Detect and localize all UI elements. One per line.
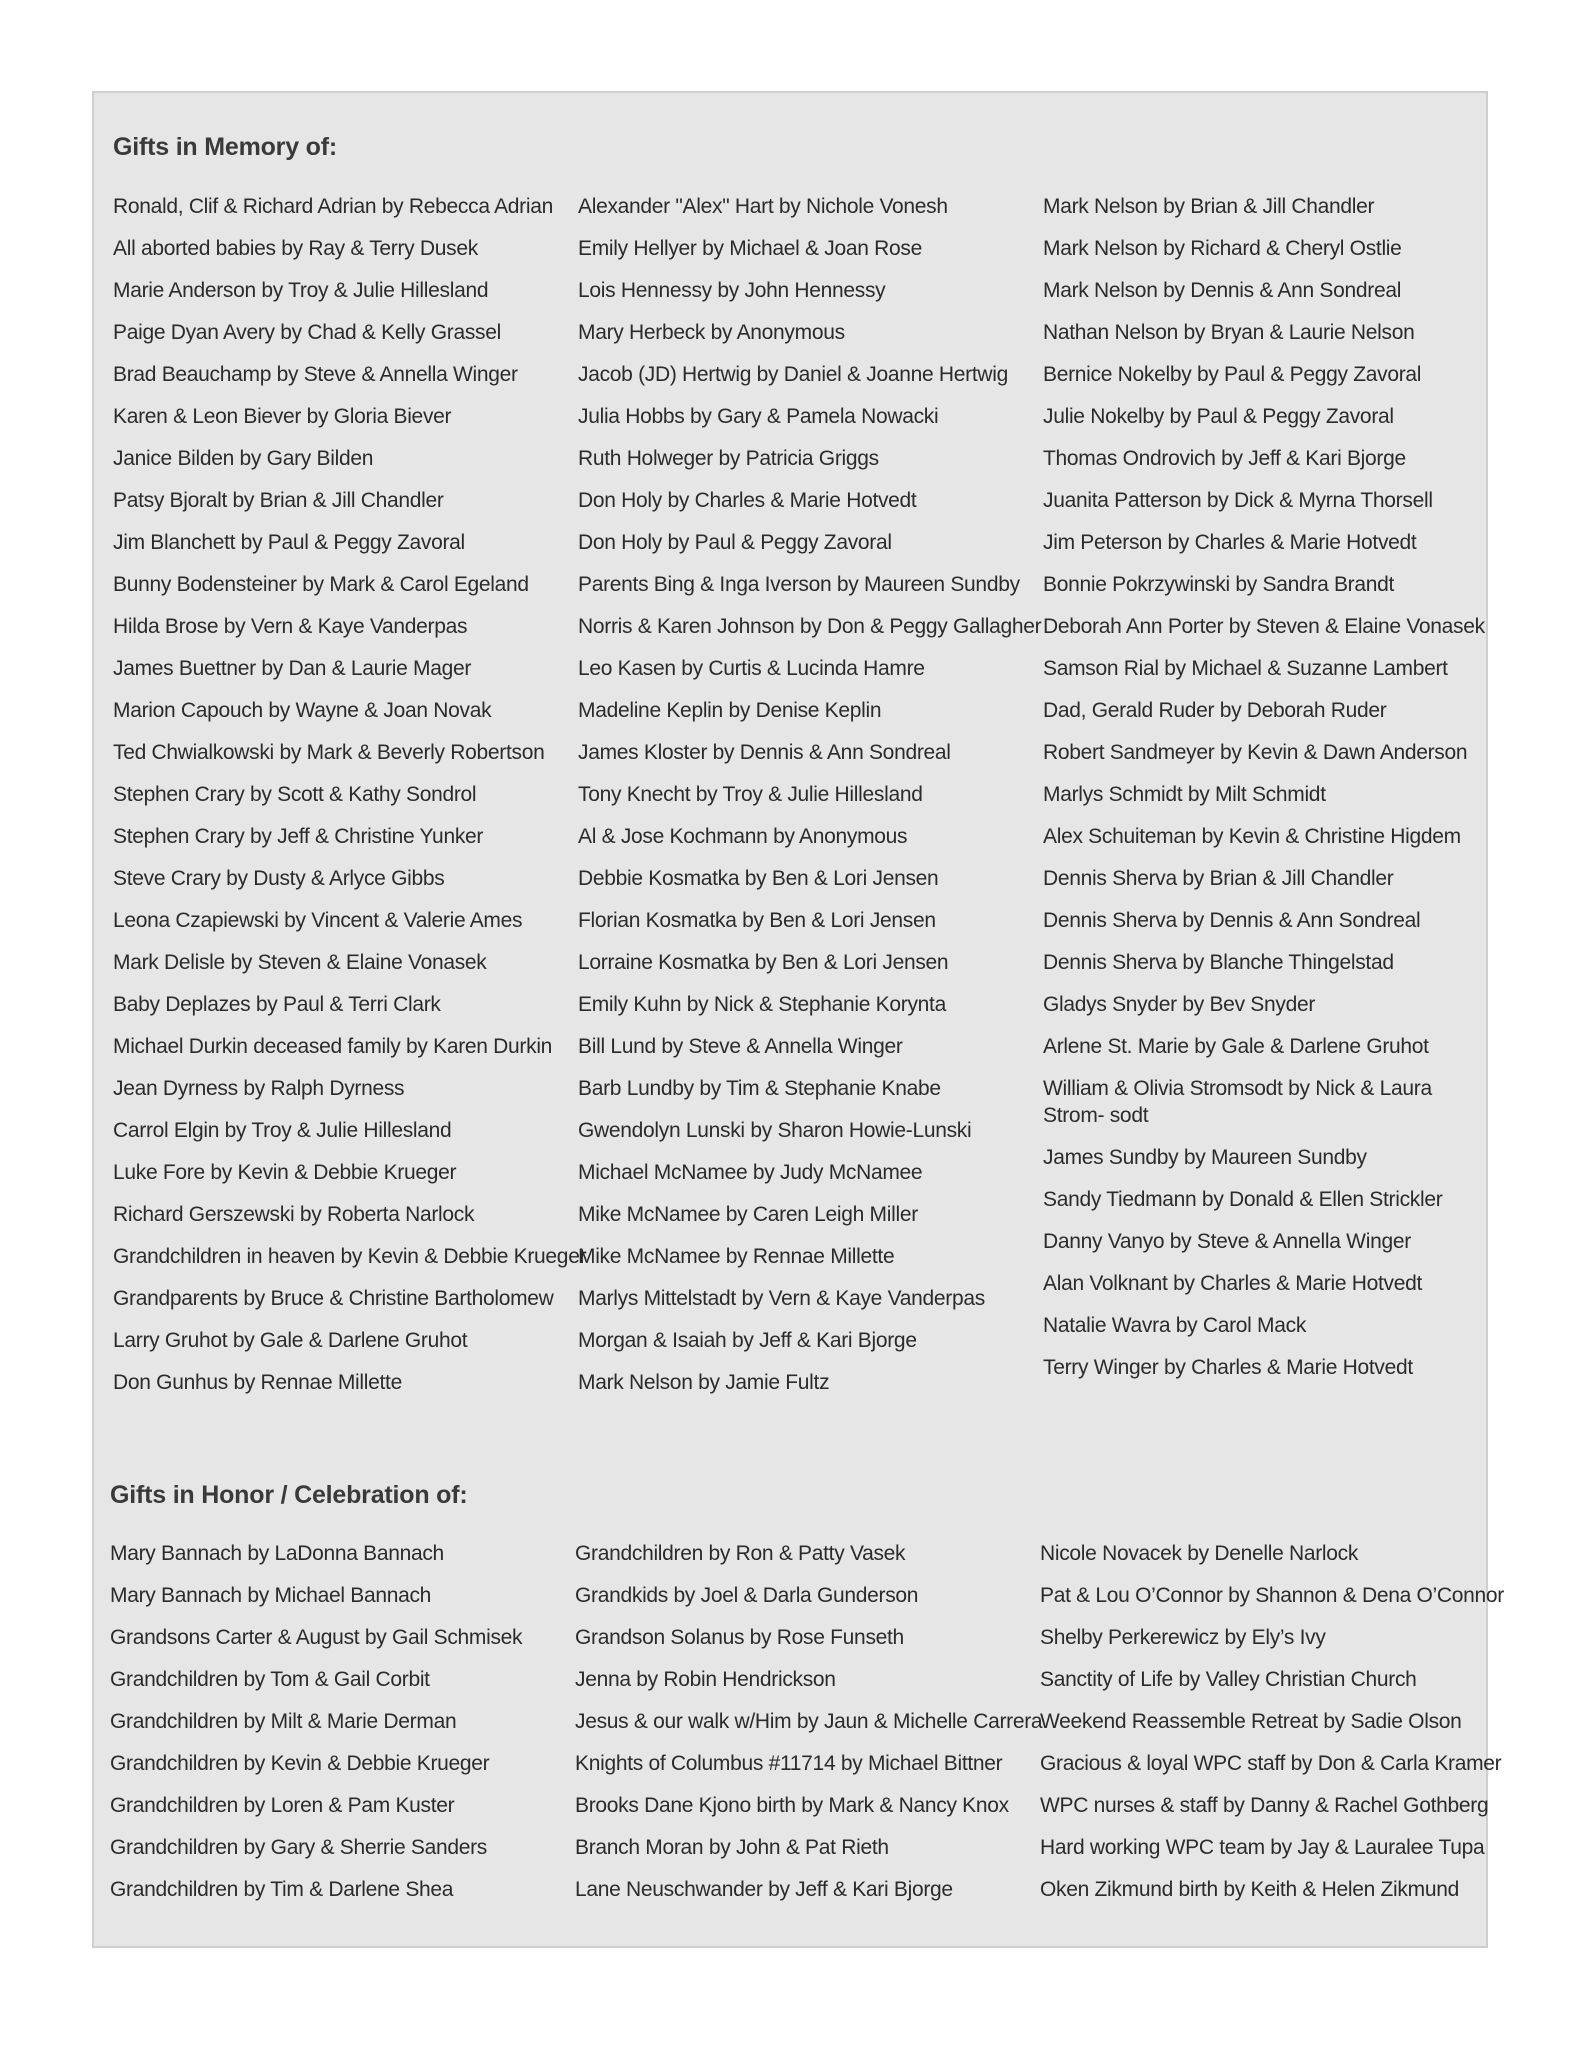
- donor-entry: Juanita Patterson by Dick & Myrna Thorsell: [1043, 489, 1433, 512]
- donor-entry: Jenna by Robin Hendrickson: [575, 1668, 836, 1691]
- donor-entry: Knights of Columbus #11714 by Michael Bittner: [575, 1752, 1003, 1775]
- donor-entry: Grandchildren by Tim & Darlene Shea: [110, 1878, 454, 1901]
- donor-entry: Jean Dyrness by Ralph Dyrness: [113, 1077, 405, 1100]
- donor-entry: Oken Zikmund birth by Keith & Helen Zikmund: [1040, 1878, 1459, 1901]
- donor-entry: Baby Deplazes by Paul & Terri Clark: [113, 993, 441, 1016]
- donor-entry: Carrol Elgin by Troy & Julie Hillesland: [113, 1119, 452, 1142]
- donor-entry: Weekend Reassemble Retreat by Sadie Olson: [1040, 1710, 1462, 1733]
- donor-entry: Marlys Mittelstadt by Vern & Kaye Vanderpas: [578, 1287, 985, 1310]
- donor-entry: Sanctity of Life by Valley Christian Church: [1040, 1668, 1417, 1691]
- donor-entry: Florian Kosmatka by Ben & Lori Jensen: [578, 909, 936, 932]
- donor-entry: Alexander "Alex" Hart by Nichole Vonesh: [578, 195, 948, 218]
- donor-entry: Samson Rial by Michael & Suzanne Lambert: [1043, 657, 1448, 680]
- donor-entry: Al & Jose Kochmann by Anonymous: [578, 825, 908, 848]
- donor-entry: Branch Moran by John & Pat Rieth: [575, 1836, 889, 1859]
- donor-entry: Mark Nelson by Jamie Fultz: [578, 1371, 830, 1394]
- donor-entry: Janice Bilden by Gary Bilden: [113, 447, 374, 470]
- donor-entry: All aborted babies by Ray & Terry Dusek: [113, 237, 478, 260]
- donor-entry: Sandy Tiedmann by Donald & Ellen Strickler: [1043, 1188, 1443, 1211]
- donor-entry: Hilda Brose by Vern & Kaye Vanderpas: [113, 615, 468, 638]
- donor-entry: Patsy Bjoralt by Brian & Jill Chandler: [113, 489, 444, 512]
- donor-entry: Grandsons Carter & August by Gail Schmisek: [110, 1626, 523, 1649]
- donor-entry: Luke Fore by Kevin & Debbie Krueger: [113, 1161, 457, 1184]
- donor-entry: Danny Vanyo by Steve & Annella Winger: [1043, 1230, 1411, 1253]
- donor-entry: Pat & Lou O’Connor by Shannon & Dena O’Connor: [1040, 1584, 1504, 1607]
- donor-entry: Larry Gruhot by Gale & Darlene Gruhot: [113, 1329, 468, 1352]
- donor-entry: Barb Lundby by Tim & Stephanie Knabe: [578, 1077, 941, 1100]
- donor-entry: Grandkids by Joel & Darla Gunderson: [575, 1584, 919, 1607]
- donor-entry: Julia Hobbs by Gary & Pamela Nowacki: [578, 405, 939, 428]
- donor-entry: Ronald, Clif & Richard Adrian by Rebecca Adrian: [113, 195, 553, 218]
- donor-entry: Leo Kasen by Curtis & Lucinda Hamre: [578, 657, 925, 680]
- donor-entry: Thomas Ondrovich by Jeff & Kari Bjorge: [1043, 447, 1406, 470]
- donor-entry: Arlene St. Marie by Gale & Darlene Gruhot: [1043, 1035, 1429, 1058]
- donor-entry: Natalie Wavra by Carol Mack: [1043, 1314, 1307, 1337]
- honor-column-3: [1040, 1540, 1504, 1918]
- honor-column-2: [575, 1540, 1043, 1918]
- donor-entry: James Buettner by Dan & Laurie Mager: [113, 657, 472, 680]
- donor-entry: Grandchildren by Milt & Marie Derman: [110, 1710, 457, 1733]
- donor-entry: Grandchildren in heaven by Kevin & Debbie Krueger: [113, 1245, 587, 1268]
- donor-entry: Ted Chwialkowski by Mark & Beverly Robertson: [113, 741, 545, 764]
- donor-entry: Bill Lund by Steve & Annella Winger: [578, 1035, 903, 1058]
- memory-section-title: Gifts in Memory of:: [113, 133, 337, 161]
- donor-entry: Michael McNamee by Judy McNamee: [578, 1161, 923, 1184]
- memory-column-2: [578, 193, 1042, 1411]
- donor-entry: Grandchildren by Gary & Sherrie Sanders: [110, 1836, 487, 1859]
- honor-column-1: [110, 1540, 565, 1918]
- donor-entry: Mark Delisle by Steven & Elaine Vonasek: [113, 951, 487, 974]
- donor-entry: Grandchildren by Tom & Gail Corbit: [110, 1668, 430, 1691]
- donor-entry: Brooks Dane Kjono birth by Mark & Nancy Knox: [575, 1794, 1009, 1817]
- donor-entry: Shelby Perkerewicz by Ely’s Ivy: [1040, 1626, 1326, 1649]
- donor-entry: Karen & Leon Biever by Gloria Biever: [113, 405, 452, 428]
- memory-column-3: [1043, 193, 1498, 1396]
- donor-entry: Bernice Nokelby by Paul & Peggy Zavoral: [1043, 363, 1422, 386]
- donor-entry: Dennis Sherva by Blanche Thingelstad: [1043, 951, 1394, 974]
- donor-entry: Morgan & Isaiah by Jeff & Kari Bjorge: [578, 1329, 917, 1352]
- donor-entry: James Sundby by Maureen Sundby: [1043, 1146, 1367, 1169]
- donor-entry: Jacob (JD) Hertwig by Daniel & Joanne Hertwig: [578, 363, 1009, 386]
- donor-entry: Grandchildren by Kevin & Debbie Krueger: [110, 1752, 490, 1775]
- donor-entry: Grandson Solanus by Rose Funseth: [575, 1626, 904, 1649]
- donor-entry: Leona Czapiewski by Vincent & Valerie Ames: [113, 909, 523, 932]
- donor-entry: Mark Nelson by Dennis & Ann Sondreal: [1043, 279, 1402, 302]
- donor-entry: Mary Bannach by LaDonna Bannach: [110, 1542, 444, 1565]
- memory-column-1: [113, 193, 587, 1411]
- donor-entry: Terry Winger by Charles & Marie Hotvedt: [1043, 1356, 1413, 1379]
- donor-entry: Alan Volknant by Charles & Marie Hotvedt: [1043, 1272, 1423, 1295]
- donor-entry: Robert Sandmeyer by Kevin & Dawn Anderson: [1043, 741, 1468, 764]
- donor-entry: Jim Peterson by Charles & Marie Hotvedt: [1043, 531, 1417, 554]
- donor-entry: Grandchildren by Loren & Pam Kuster: [110, 1794, 455, 1817]
- donor-entry: Mark Nelson by Brian & Jill Chandler: [1043, 195, 1375, 218]
- donor-entry: Mark Nelson by Richard & Cheryl Ostlie: [1043, 237, 1402, 260]
- donor-entry: Jim Blanchett by Paul & Peggy Zavoral: [113, 531, 465, 554]
- donor-entry: Madeline Keplin by Denise Keplin: [578, 699, 882, 722]
- donor-entry: Deborah Ann Porter by Steven & Elaine Vonasek: [1043, 615, 1485, 638]
- donor-entry: Don Gunhus by Rennae Millette: [113, 1371, 402, 1394]
- donor-entry: Norris & Karen Johnson by Don & Peggy Gallagher: [578, 615, 1042, 638]
- donor-entry: Dennis Sherva by Dennis & Ann Sondreal: [1043, 909, 1421, 932]
- donor-entry: Debbie Kosmatka by Ben & Lori Jensen: [578, 867, 939, 890]
- donor-entry: Grandparents by Bruce & Christine Bartholomew: [113, 1287, 554, 1310]
- honor-section-title: Gifts in Honor / Celebration of:: [110, 1481, 468, 1509]
- donor-entry: Brad Beauchamp by Steve & Annella Winger: [113, 363, 518, 386]
- donor-entry: Stephen Crary by Jeff & Christine Yunker: [113, 825, 484, 848]
- donor-entry: Alex Schuiteman by Kevin & Christine Higdem: [1043, 825, 1461, 848]
- donor-entry: Steve Crary by Dusty & Arlyce Gibbs: [113, 867, 445, 890]
- donor-entry: Lane Neuschwander by Jeff & Kari Bjorge: [575, 1878, 953, 1901]
- donor-entry: Richard Gerszewski by Roberta Narlock: [113, 1203, 475, 1226]
- donor-entry: Hard working WPC team by Jay & Lauralee Tupa: [1040, 1836, 1485, 1859]
- donor-entry: Nathan Nelson by Bryan & Laurie Nelson: [1043, 321, 1415, 344]
- donor-entry: Grandchildren by Ron & Patty Vasek: [575, 1542, 906, 1565]
- donor-entry: Paige Dyan Avery by Chad & Kelly Grassel: [113, 321, 501, 344]
- donor-entry: William & Olivia Stromsodt by Nick & Laura Strom- sodt: [1043, 1077, 1432, 1127]
- donor-entry: Dad, Gerald Ruder by Deborah Ruder: [1043, 699, 1387, 722]
- donor-entry: Tony Knecht by Troy & Julie Hillesland: [578, 783, 923, 806]
- donor-entry: Nicole Novacek by Denelle Narlock: [1040, 1542, 1359, 1565]
- donor-entry: Don Holy by Charles & Marie Hotvedt: [578, 489, 917, 512]
- donor-entry: Lois Hennessy by John Hennessy: [578, 279, 886, 302]
- donor-entry: Ruth Holweger by Patricia Griggs: [578, 447, 879, 470]
- donor-entry: Don Holy by Paul & Peggy Zavoral: [578, 531, 892, 554]
- donor-entry: Jesus & our walk w/Him by Jaun & Michelle Carrera: [575, 1710, 1043, 1733]
- donor-entry: Marlys Schmidt by Milt Schmidt: [1043, 783, 1326, 806]
- donor-entry: Marion Capouch by Wayne & Joan Novak: [113, 699, 492, 722]
- donor-entry: WPC nurses & staff by Danny & Rachel Gothberg: [1040, 1794, 1489, 1817]
- donor-entry: Michael Durkin deceased family by Karen Durkin: [113, 1035, 553, 1058]
- donor-entry: Lorraine Kosmatka by Ben & Lori Jensen: [578, 951, 949, 974]
- donor-entry: Mike McNamee by Caren Leigh Miller: [578, 1203, 918, 1226]
- donor-entry: Emily Hellyer by Michael & Joan Rose: [578, 237, 922, 260]
- donor-entry: Julie Nokelby by Paul & Peggy Zavoral: [1043, 405, 1394, 428]
- donor-entry: Bonnie Pokrzywinski by Sandra Brandt: [1043, 573, 1395, 596]
- donor-entry: Stephen Crary by Scott & Kathy Sondrol: [113, 783, 477, 806]
- donor-entry: Mary Bannach by Michael Bannach: [110, 1584, 432, 1607]
- donor-entry: Parents Bing & Inga Iverson by Maureen Sundby: [578, 573, 1020, 596]
- donor-entry: James Kloster by Dennis & Ann Sondreal: [578, 741, 951, 764]
- donor-entry: Marie Anderson by Troy & Julie Hillesland: [113, 279, 489, 302]
- donor-entry: Emily Kuhn by Nick & Stephanie Korynta: [578, 993, 946, 1016]
- donor-entry: Gladys Snyder by Bev Snyder: [1043, 993, 1316, 1016]
- donor-panel: [92, 91, 1504, 1948]
- donor-entry: Gwendolyn Lunski by Sharon Howie-Lunski: [578, 1119, 972, 1142]
- donor-entry: Dennis Sherva by Brian & Jill Chandler: [1043, 867, 1394, 890]
- donor-entry: Mike McNamee by Rennae Millette: [578, 1245, 895, 1268]
- donor-entry: Bunny Bodensteiner by Mark & Carol Egeland: [113, 573, 529, 596]
- donor-entry: Mary Herbeck by Anonymous: [578, 321, 845, 344]
- donor-entry: Gracious & loyal WPC staff by Don & Carla Kramer: [1040, 1752, 1502, 1775]
